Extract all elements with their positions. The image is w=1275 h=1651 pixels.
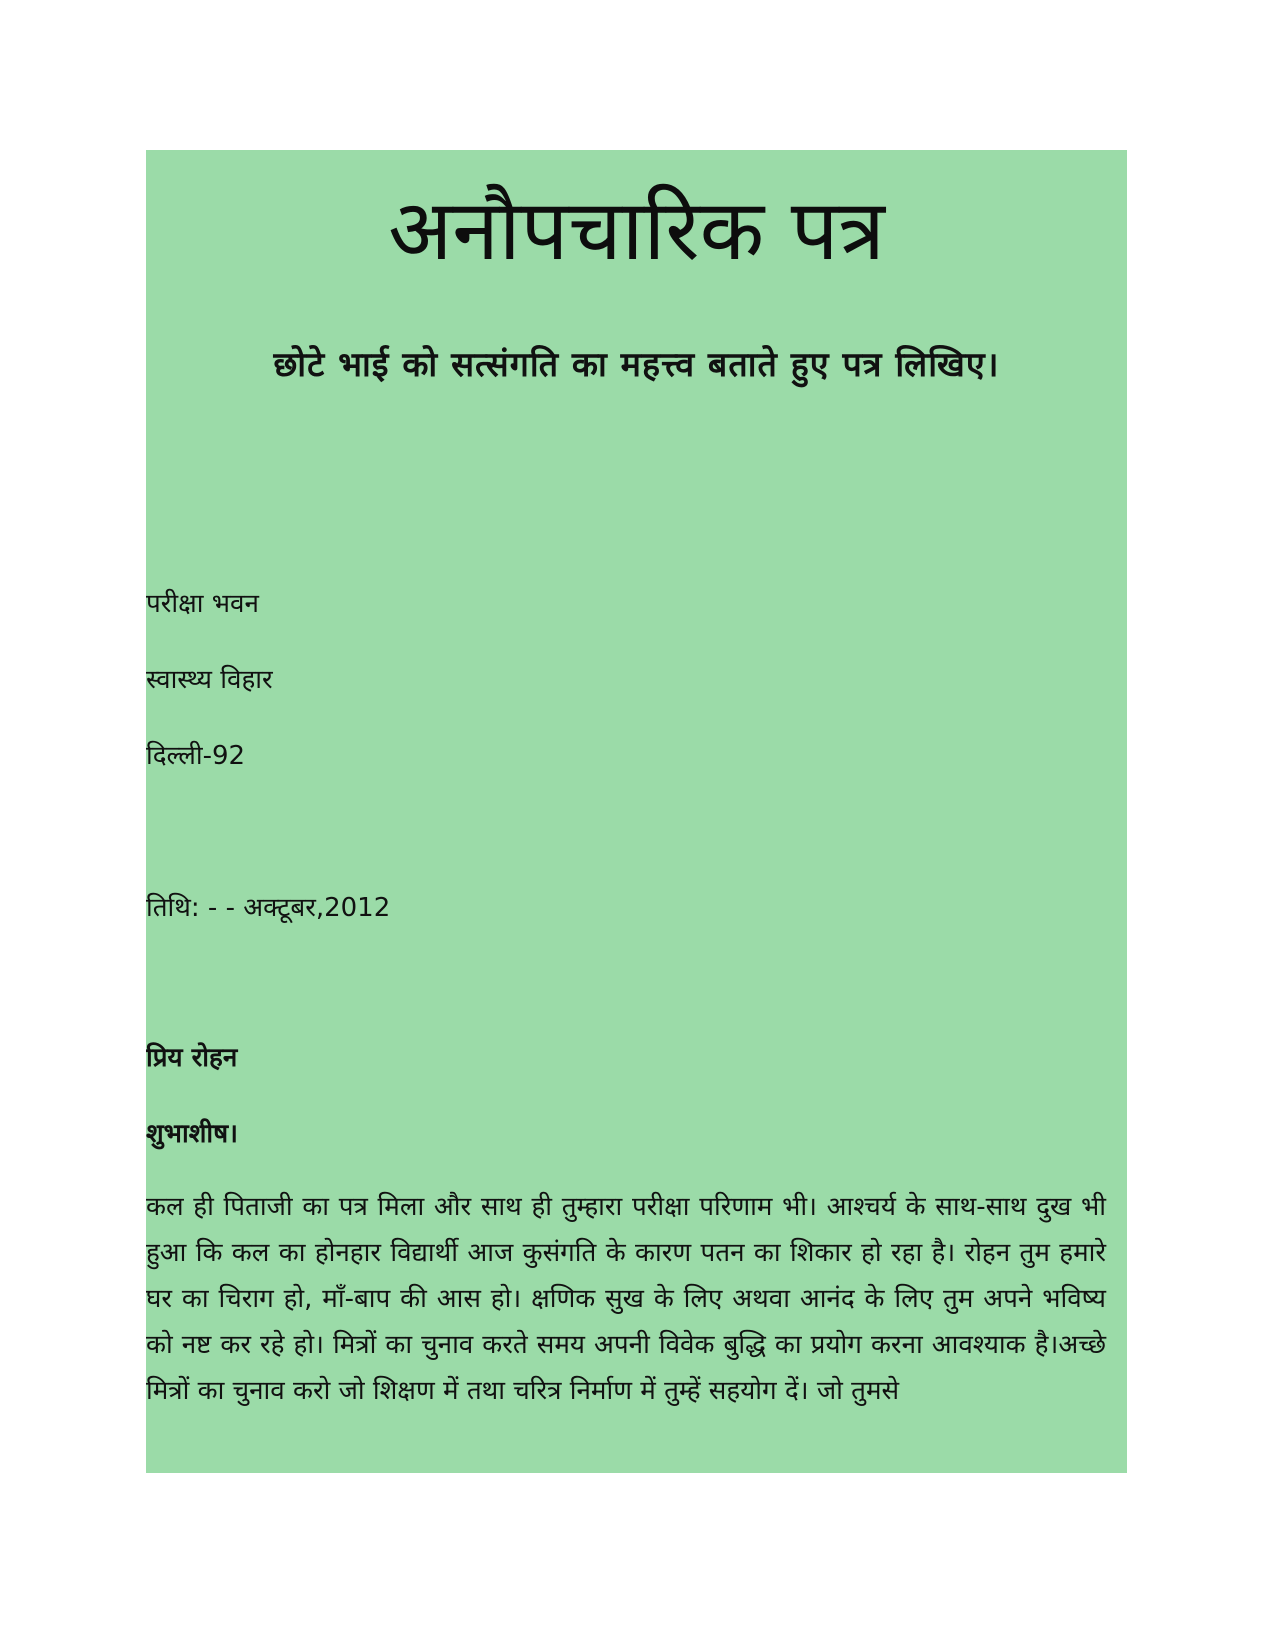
greeting: शुभाशीष।	[146, 1119, 238, 1149]
address-line-1: परीक्षा भवन	[146, 589, 259, 619]
letter-topic: छोटे भाई को सत्संगति का महत्त्व बताते हुए पत्र लिखिए।	[273, 345, 1000, 385]
salutation: प्रिय रोहन	[146, 1043, 238, 1073]
letter-body: कल ही पिताजी का पत्र मिला और साथ ही तुम्हारा परीक्षा परिणाम भी। आश्चर्य के साथ-साथ दुख भी हुआ कि कल का होनहार विद्यार्थी आज कुसंगति के कारण पतन का शिकार हो रहा है। रोहन तुम हमारे घर का चिराग हो, माँ-बाप की आस हो। क्षणिक सुख के लिए अथवा आनंद के लिए तुम अपने भविष्य को नष्ट कर रहे हो। मित्रों का चुनाव करते समय अपनी विवेक बुद्धि का प्रयोग करना आवश्याक है।अच्छे मित्रों का चुनाव करो जो शिक्षण में तथा चरित्र निर्माण में तुम्हें सहयोग दें। जो तुमसे	[146, 1192, 1106, 1406]
page-title: अनौपचारिक पत्र	[388, 181, 885, 279]
address-line-3: दिल्ली-92	[146, 741, 246, 771]
letter-date: तिथि: - - अक्टूबर,2012	[146, 893, 391, 923]
address-line-2: स्वास्थ्य विहार	[146, 665, 273, 695]
letter-panel	[146, 150, 1127, 1473]
